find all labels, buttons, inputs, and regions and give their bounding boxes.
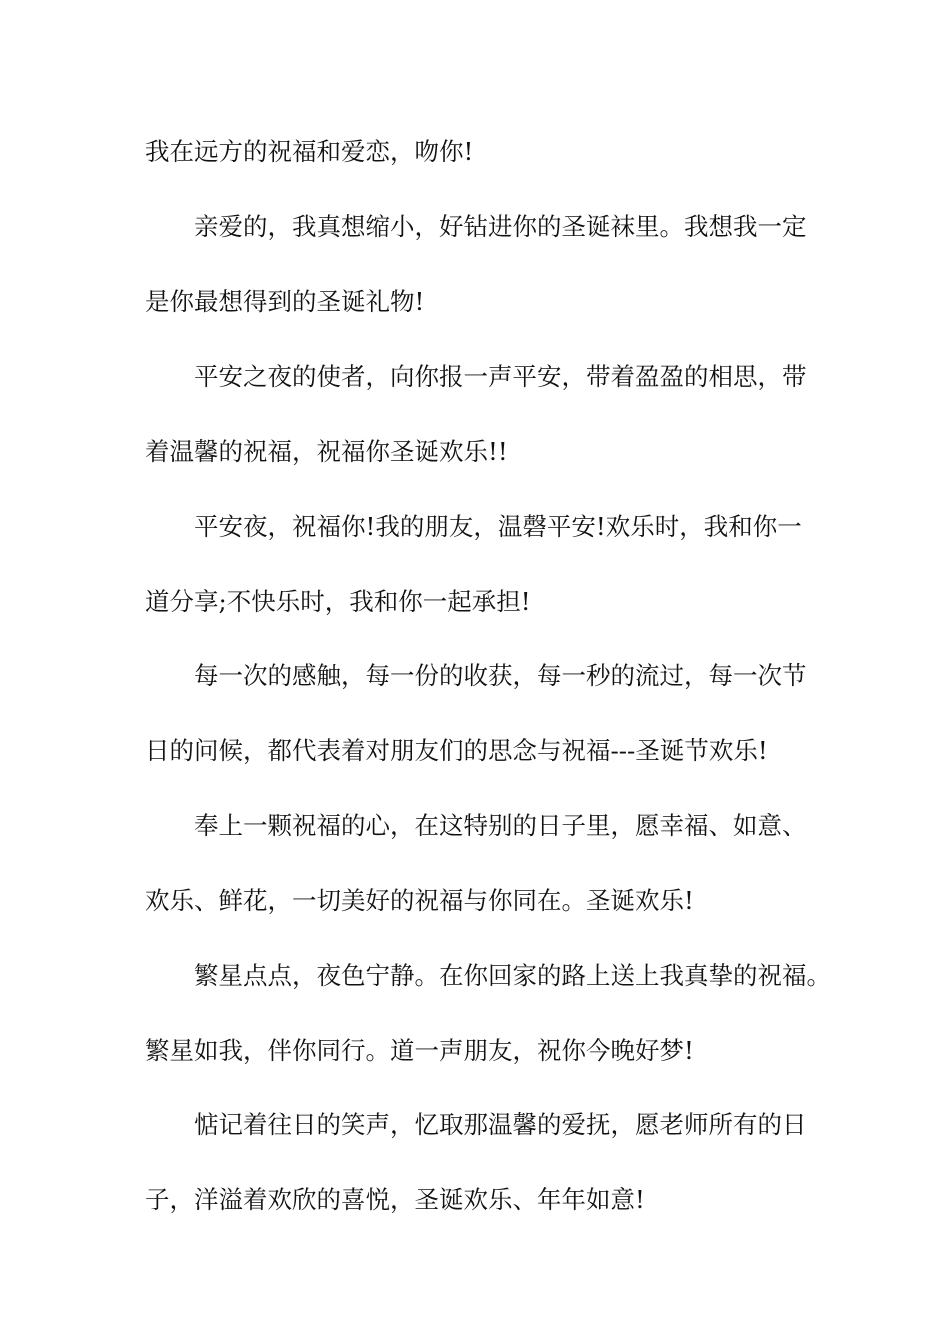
paragraph-start-line: 平安夜，祝福你!我的朋友，温磬平安!欢乐时，我和你一 <box>194 512 802 541</box>
text-line: 繁星如我，伴你同行。道一声朋友，祝你今晚好梦! <box>145 1036 694 1065</box>
text-line: 子，洋溢着欢欣的喜悦，圣诞欢乐、年年如意! <box>145 1185 645 1214</box>
paragraph-start-line: 每一次的感触，每一份的收获，每一秒的流过，每一次节 <box>194 661 807 690</box>
text-line: 日的问候，都代表着对朋友们的思念与祝福---圣诞节欢乐! <box>145 736 768 765</box>
paragraph-start-line: 亲爱的，我真想缩小，好钻进你的圣诞袜里。我想我一定 <box>194 212 807 241</box>
text-line: 着温馨的祝福，祝福你圣诞欢乐!! <box>145 437 508 466</box>
text-line: 欢乐、鲜花，一切美好的祝福与你同在。圣诞欢乐! <box>145 886 694 915</box>
text-line: 我在远方的祝福和爱恋，吻你! <box>145 137 474 166</box>
paragraph-start-line: 繁星点点，夜色宁静。在你回家的路上送上我真挚的祝福。 <box>194 961 831 990</box>
text-line: 道分享;不快乐时，我和你一起承担! <box>145 587 531 616</box>
paragraph-start-line: 平安之夜的使者，向你报一声平安，带着盈盈的相思，带 <box>194 362 807 391</box>
text-line: 是你最想得到的圣诞礼物! <box>145 287 425 316</box>
paragraph-start-line: 惦记着往日的笑声，忆取那温馨的爱抚，愿老师所有的日 <box>194 1110 807 1139</box>
paragraph-start-line: 奉上一颗祝福的心，在这特别的日子里，愿幸福、如意、 <box>194 811 807 840</box>
